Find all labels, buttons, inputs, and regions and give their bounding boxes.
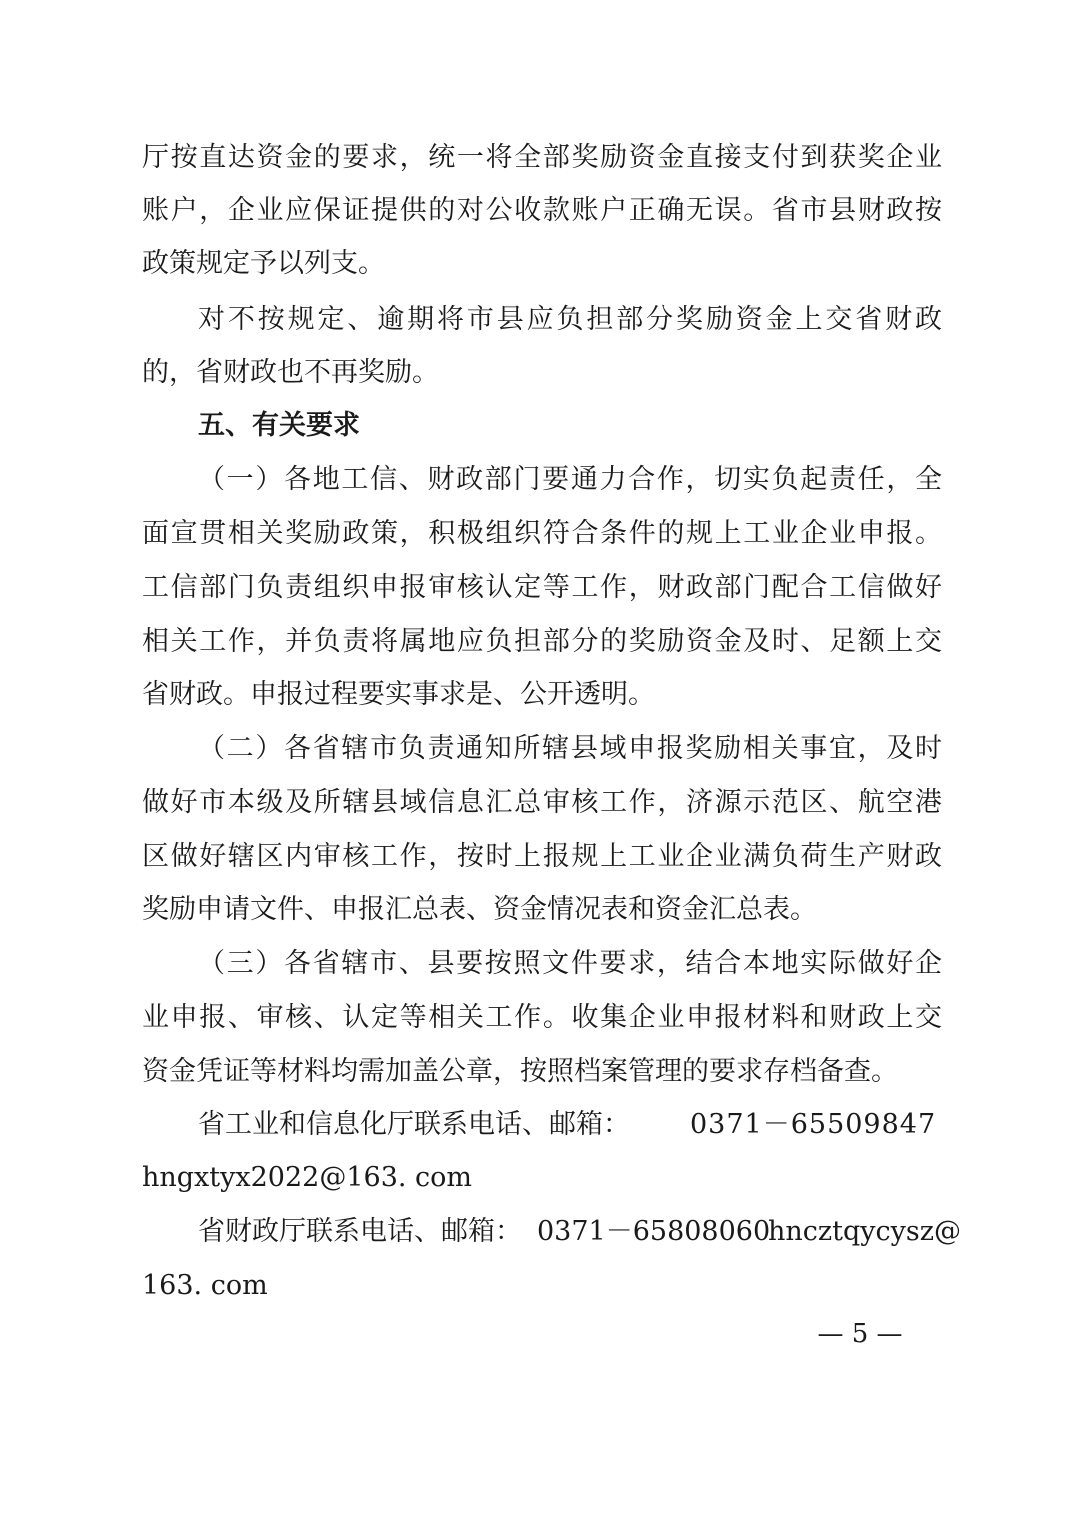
paragraph-line: 奖励申请文件、申报汇总表、资金情况表和资金汇总表。 xyxy=(142,894,817,925)
industry-contact-label: 省工业和信息化厅联系电话、邮箱： xyxy=(198,1109,630,1140)
industry-contact-phone: 0371－65509847 xyxy=(690,1109,937,1140)
paragraph-line: 厅按直达资金的要求，统一将全部奖励资金直接支付到获奖企业 xyxy=(142,142,942,173)
paragraph-line: 工信部门负责组织申报审核认定等工作，财政部门配合工信做好 xyxy=(142,572,942,603)
page-number: — 5 — xyxy=(817,1319,903,1349)
paragraph-line: （一）各地工信、财政部门要通力合作，切实负起责任，全 xyxy=(198,464,942,495)
finance-contact-label: 省财政厅联系电话、邮箱： xyxy=(198,1216,522,1247)
paragraph-line: 资金凭证等材料均需加盖公章，按照档案管理的要求存档备查。 xyxy=(142,1056,898,1087)
paragraph-line: 区做好辖区内审核工作，按时上报规上工业企业满负荷生产财政 xyxy=(142,841,942,872)
paragraph-line: 省财政。申报过程要实事求是、公开透明。 xyxy=(142,679,655,710)
paragraph-line: 面宣贯相关奖励政策，积极组织符合条件的规上工业企业申报。 xyxy=(142,518,942,549)
paragraph-line: 相关工作，并负责将属地应负担部分的奖励资金及时、足额上交 xyxy=(142,626,942,657)
paragraph-line: 的，省财政也不再奖励。 xyxy=(142,357,439,388)
paragraph-line: （二）各省辖市负责通知所辖县域申报奖励相关事宜，及时 xyxy=(198,733,942,764)
section-heading: 五、有关要求 xyxy=(198,410,360,441)
paragraph-line: 业申报、审核、认定等相关工作。收集企业申报材料和财政上交 xyxy=(142,1002,942,1033)
paragraph-line: 做好市本级及所辖县域信息汇总审核工作，济源示范区、航空港 xyxy=(142,787,942,818)
finance-contact-phone: 0371－65808060 xyxy=(537,1216,771,1247)
industry-contact-email: hngxtyx2022@163. com xyxy=(142,1162,473,1193)
finance-contact-email-continued: 163. com xyxy=(142,1270,268,1301)
paragraph-line: （三）各省辖市、县要按照文件要求，结合本地实际做好企 xyxy=(198,948,942,979)
paragraph-line: 账户，企业应保证提供的对公收款账户正确无误。省市县财政按 xyxy=(142,195,942,226)
paragraph-line: 政策规定予以列支。 xyxy=(142,248,385,279)
paragraph-line: 对不按规定、逾期将市县应负担部分奖励资金上交省财政 xyxy=(198,304,942,335)
finance-contact-email: hncztqycysz@ xyxy=(768,1216,961,1247)
